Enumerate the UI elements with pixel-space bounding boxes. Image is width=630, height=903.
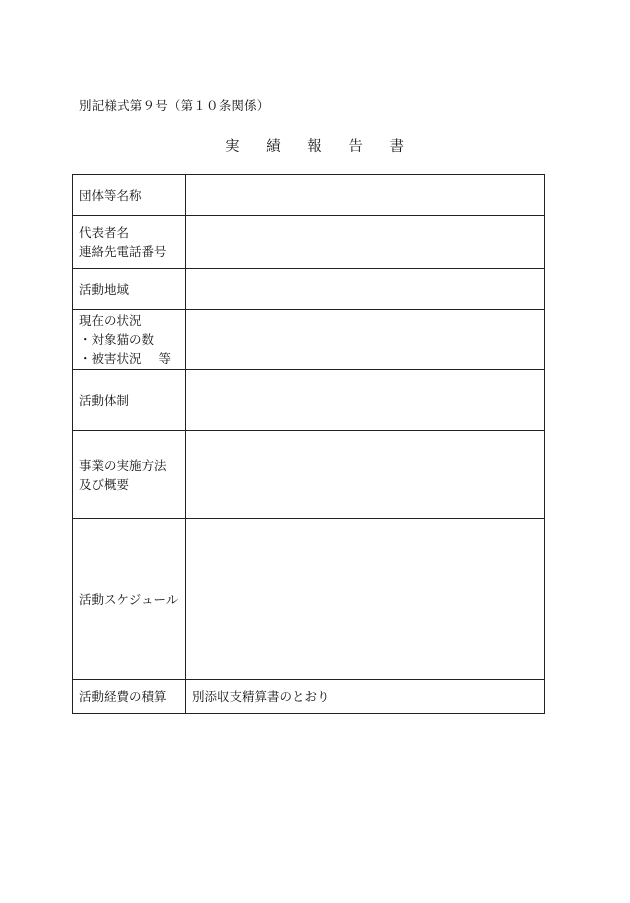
- form-number: 別記様式第９号（第１０条関係）: [79, 98, 270, 113]
- field-implementation-method[interactable]: [186, 431, 545, 519]
- document-title: 実 績 報 告 書: [225, 139, 415, 155]
- table-row-organization-name: [73, 175, 545, 216]
- label-activity-schedule: 活動スケジュール: [73, 519, 186, 680]
- label-damage-status: ・被害状況: [79, 351, 142, 366]
- field-representative-contact[interactable]: [186, 216, 545, 269]
- table-row-activity-expenses: [73, 680, 545, 714]
- field-activity-area[interactable]: [186, 269, 545, 310]
- table-row-activity-area: [73, 269, 545, 310]
- label-activity-expenses: 活動経費の積算: [73, 680, 186, 714]
- label-representative-contact: 代表者名 連絡先電話番号: [73, 216, 186, 269]
- field-activity-schedule[interactable]: [186, 519, 545, 680]
- label-current-situation: 現在の状況 ・対象猫の数 ・被害状況 等: [73, 310, 186, 370]
- table-row-activity-schedule: [73, 519, 545, 680]
- field-activity-structure[interactable]: [186, 370, 545, 431]
- field-current-situation[interactable]: [186, 310, 545, 370]
- label-etc: 等: [158, 351, 171, 366]
- table-row-activity-structure: [73, 370, 545, 431]
- table-row-implementation-method: [73, 431, 545, 519]
- label-activity-structure: 活動体制: [73, 370, 186, 431]
- label-organization-name: 団体等名称: [73, 175, 186, 216]
- table-row-current-situation: [73, 310, 545, 370]
- table-row-representative: [73, 216, 545, 269]
- report-form-table: [72, 174, 545, 714]
- label-implementation-method: 事業の実施方法 及び概要: [73, 431, 186, 519]
- field-activity-expenses[interactable]: 別添収支精算書のとおり: [186, 680, 545, 714]
- label-activity-area: 活動地域: [73, 269, 186, 310]
- field-organization-name[interactable]: [186, 175, 545, 216]
